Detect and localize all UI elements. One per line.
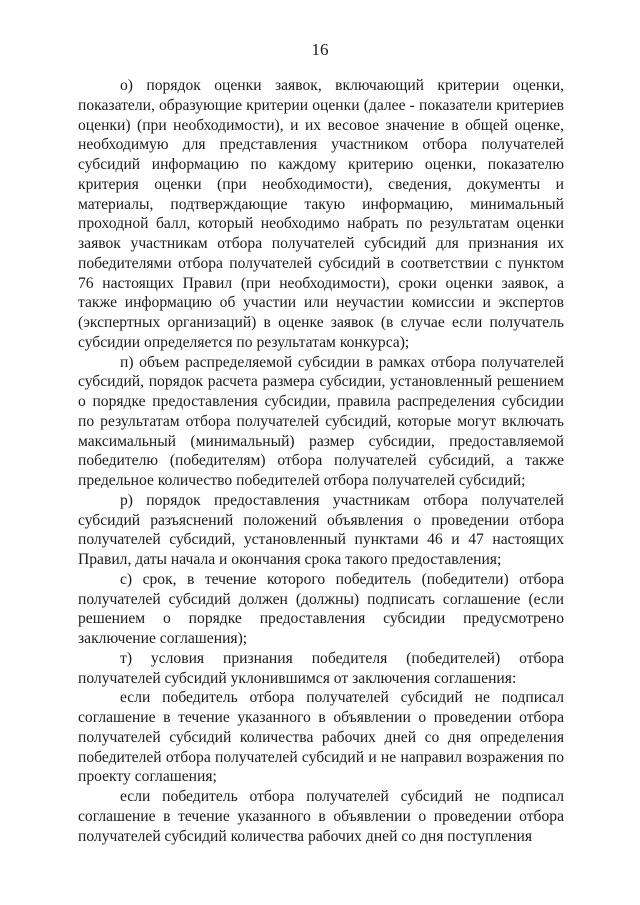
- paragraph-p: п) объем распределяемой субсидии в рамках отбора получателей субсидий, порядок расчета размера субсидии, установленный решением о порядке предоставления субсидии, правила распределения субсидии по результатам отбора получателей субсидий, которые могут включать максимальный (минимальный) размер субсидии, предоставляемой победителю (победителям) отбора получателей субсидий, а также предельное количество победителей отбора получателей субсидий;: [78, 353, 564, 489]
- paragraph-t-condition-1: если победитель отбора получателей субсидий не подписал соглашение в течение указанного в объявлении о проведении отбора получателей субсидий количества рабочих дней со дня определения победителей отбора получателей субсидий и не направил возражения по проекту соглашения;: [78, 689, 564, 786]
- paragraph-o: о) порядок оценки заявок, включающий критерии оценки, показатели, образующие критерии оценки (далее - показатели критериев оценки) (при необходимости), и их весовое значение в общей оценке, необходимую для представления участником отбора получателей субсидий информацию по каждому критерию оценки, показателю критерия оценки (при необходимости), сведения, документы и материалы, подтверждающие такую информацию, минимальный проходной балл, который необходимо набрать по результатам оценки заявок участникам отбора получателей субсидий для признания их победителями отбора получателей субсидий в соответствии с пунктом 76 настоящих Правил (при необходимости), сроки оценки заявок, а также информацию об участии или неучастии комиссии и экспертов (экспертных организаций) в оценке заявок (в случае если получатель субсидии определяется по результатам конкурса);: [78, 77, 564, 351]
- paragraph-t-condition-2: если победитель отбора получателей субсидий не подписал соглашение в течение указанного в объявлении о проведении отбора получателей субсидий количества рабочих дней со дня поступления: [78, 788, 564, 845]
- paragraph-r: р) порядок предоставления участникам отбора получателей субсидий разъяснений положений объявления о проведении отбора получателей субсидий, установленный пунктами 46 и 47 настоящих Правил, даты начала и окончания срока такого предоставления;: [78, 491, 564, 568]
- document-body: [78, 76, 564, 846]
- page-number: 16: [311, 40, 329, 59]
- paragraph-t: т) условия признания победителя (победителей) отбора получателей субсидий уклонившимся от заключения соглашения:: [78, 649, 564, 687]
- paragraph-s: с) срок, в течение которого победитель (победители) отбора получателей субсидий должен (должны) подписать соглашение (если решением о порядке предоставления субсидии предусмотрено заключение соглашения);: [78, 570, 564, 647]
